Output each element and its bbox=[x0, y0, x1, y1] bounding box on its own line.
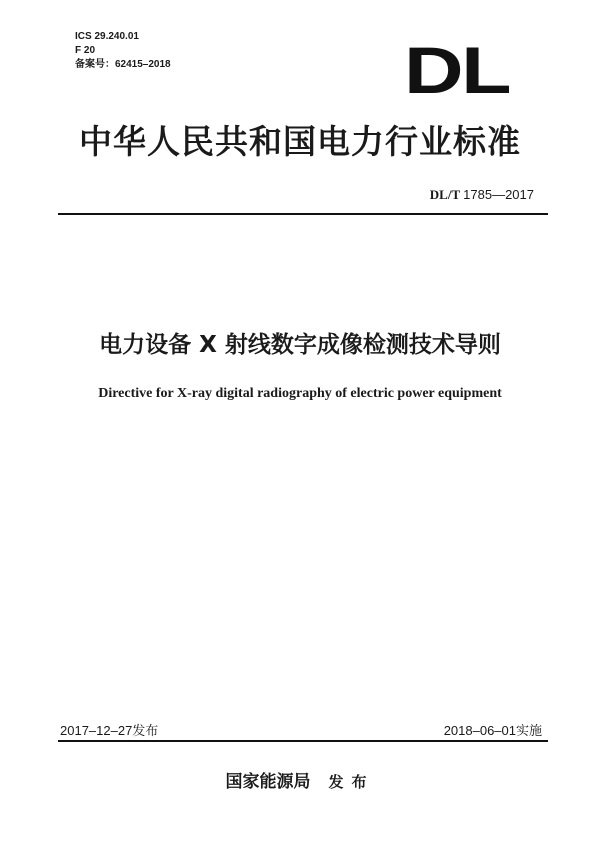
header-divider bbox=[58, 213, 548, 215]
publisher-name: 国家能源局 bbox=[225, 772, 311, 792]
dl-logo: DL bbox=[404, 33, 509, 107]
classification-code: F 20 bbox=[75, 45, 96, 56]
document-title-cn: 电力设备 X 射线数字成像检测技术导则 bbox=[99, 332, 501, 358]
document-title-en: Directive for X-ray digital radiography of electric power equipment bbox=[98, 386, 502, 401]
publish-action: 发布 bbox=[328, 773, 375, 791]
record-number: 备案号：62415–2018 bbox=[75, 59, 171, 70]
cover-meta-block bbox=[75, 30, 171, 72]
footer-divider bbox=[58, 740, 548, 742]
standard-code bbox=[430, 187, 534, 203]
standard-number: 1785—2017 bbox=[463, 187, 534, 202]
organization-title: 中华人民共和国电力行业标准 bbox=[79, 122, 521, 161]
issue-date: 2017–12–27发布 bbox=[60, 723, 159, 738]
publisher-line bbox=[0, 767, 600, 792]
standard-prefix: DL/T bbox=[429, 187, 460, 202]
implementation-date: 2018–06–01实施 bbox=[443, 723, 542, 738]
ics-code: ICS 29.240.01 bbox=[75, 31, 139, 42]
